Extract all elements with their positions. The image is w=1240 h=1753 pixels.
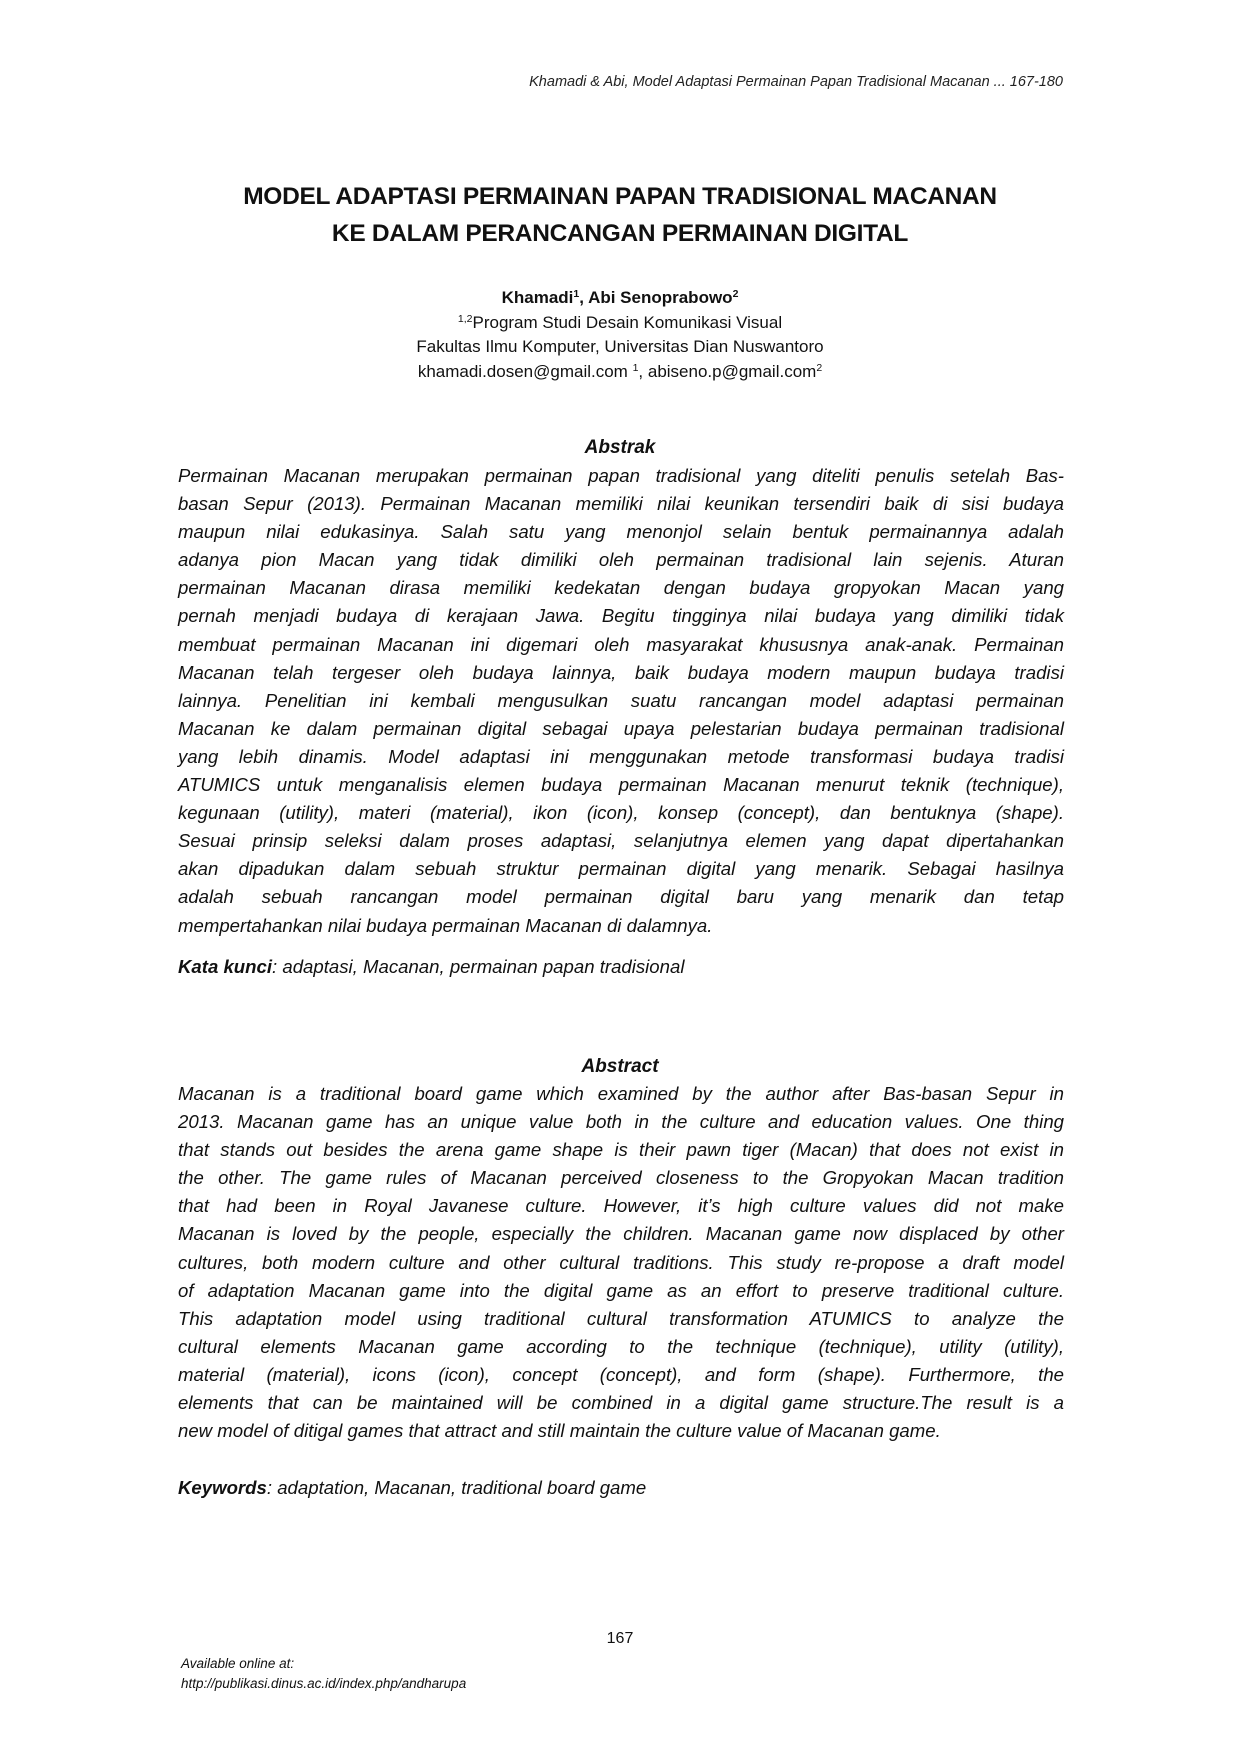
title-line-1: MODEL ADAPTASI PERMAINAN PAPAN TRADISIONAL MACANAN (243, 183, 997, 210)
text-line: Macanan is loved by the people, especially the children. Macanan game now displaced by other (178, 1223, 1064, 1245)
author-emails (0, 360, 1240, 385)
author-block (0, 286, 1240, 384)
affiliation-sup: 1,2 (457, 312, 473, 325)
email-1-sup: 1 (632, 361, 639, 374)
text-line: akan dipadukan dalam sebuah struktur permainan digital yang menarik. Sebagai hasilnya (178, 858, 1064, 880)
program-name: Program Studi Desain Komunikasi Visual (472, 312, 783, 332)
affiliation-program (0, 311, 1240, 336)
text-line: Macanan is a traditional board game which examined by the author after Bas-basan Sepur in (178, 1083, 1064, 1104)
footer (181, 1654, 466, 1694)
abstrak-heading: Abstrak (584, 437, 656, 458)
email-1: khamadi.dosen@gmail.com (417, 361, 633, 381)
author-names (0, 286, 1240, 311)
author-2: Abi Senoprabowo (588, 288, 733, 307)
text-line: This adaptation model using traditional cultural transformation ATUMICS to analyze the (178, 1307, 1064, 1329)
text-line: adanya pion Macan yang tidak dimiliki oleh permainan tradisional lain sejenis. Aturan (178, 549, 1064, 571)
text-line: maupun nilai edukasinya. Salah satu yang menonjol selain bentuk permainannya adalah (178, 521, 1064, 543)
text-line: Macanan telah tergeser oleh budaya lainnya, baik budaya modern maupun budaya tradisi (178, 661, 1064, 683)
kata-kunci-values: : adaptasi, Macanan, permainan papan tradisional (272, 956, 685, 977)
text-line: permainan Macanan dirasa memiliki kedekatan dengan budaya gropyokan Macan yang (178, 577, 1064, 599)
text-line: Sesuai prinsip seleksi dalam proses adaptasi, selanjutnya elemen yang dapat dipertahankan (178, 830, 1064, 852)
email-2: , abiseno.p@gmail.com (638, 361, 817, 381)
keywords-label: Keywords (178, 1477, 267, 1498)
text-line: kegunaan (utility), materi (material), ikon (icon), konsep (concept), dan bentuknya (shape). (178, 802, 1064, 824)
text-line: pernah menjadi budaya di kerajaan Jawa. Begitu tingginya nilai budaya yang dimiliki tidak (178, 605, 1064, 627)
text-line: mempertahankan nilai budaya permainan Macanan di dalamnya. (178, 914, 713, 936)
text-line: new model of ditigal games that attract and still maintain the culture value of Macanan game. (178, 1420, 941, 1442)
text-line: adalah sebuah rancangan model permainan digital baru yang menarik dan tetap (178, 886, 1064, 908)
author-2-sup: 2 (732, 288, 739, 300)
text-line: the other. The game rules of Macanan perceived closeness to the Gropyokan Macan tradition (178, 1167, 1064, 1189)
text-line: Macanan ke dalam permainan digital sebagai upaya pelestarian budaya permainan tradisional (178, 717, 1064, 739)
author-1: Khamadi (501, 288, 574, 307)
kata-kunci (178, 956, 684, 978)
text-line: that stands out besides the arena game shape is their pawn tiger (Macan) that does not exist in (178, 1139, 1064, 1161)
text-line: elements that can be maintained will be combined in a digital game structure.The result is a (178, 1392, 1064, 1414)
text-line: of adaptation Macanan game into the digital game as an effort to preserve traditional culture. (178, 1279, 1064, 1301)
running-head: Khamadi & Abi, Model Adaptasi Permainan Papan Tradisional Macanan ... 167-180 (529, 74, 1063, 90)
footer-url[interactable]: http://publikasi.dinus.ac.id/index.php/andharupa (181, 1676, 467, 1691)
kata-kunci-label: Kata kunci (178, 956, 273, 977)
email-2-sup: 2 (816, 361, 823, 374)
keywords (178, 1477, 646, 1499)
author-separator: , (579, 288, 589, 307)
text-line: membuat permainan Macanan ini digemari oleh masyarakat khususnya anak-anak. Permainan (178, 633, 1064, 655)
title-line-2: KE DALAM PERANCANGAN PERMAINAN DIGITAL (331, 220, 909, 247)
text-line: material (material), icons (icon), concept (concept), and form (shape). Furthermore, the (178, 1363, 1064, 1385)
author-1-sup: 1 (573, 288, 580, 300)
abstract-body (178, 1080, 1064, 1445)
affiliation-faculty: Fakultas Ilmu Komputer, Universitas Dian Nuswantoro (416, 337, 824, 356)
text-line: Permainan Macanan merupakan permainan papan tradisional yang diteliti penulis setelah Bas- (178, 465, 1064, 486)
text-line: cultural elements Macanan game according to the technique (technique), utility (utility), (178, 1335, 1064, 1357)
text-line: lainnya. Penelitian ini kembali mengusulkan suatu rancangan model adaptasi permainan (178, 689, 1064, 711)
abstrak-body (178, 462, 1064, 940)
text-line: cultures, both modern culture and other cultural traditions. This study re-propose a draft model (178, 1251, 1064, 1273)
paper-title (0, 178, 1240, 252)
page-number: 167 (606, 1630, 634, 1647)
keywords-values: : adaptation, Macanan, traditional board game (266, 1477, 647, 1498)
text-line: 2013. Macanan game has an unique value both in the culture and education values. One thing (178, 1111, 1064, 1133)
footer-available: Available online at: (181, 1656, 295, 1671)
text-line: ATUMICS untuk menganalisis elemen budaya permainan Macanan menurut teknik (technique), (178, 774, 1064, 796)
text-line: yang lebih dinamis. Model adaptasi ini menggunakan metode transformasi budaya tradisi (178, 745, 1064, 767)
abstract-heading: Abstract (581, 1056, 659, 1077)
text-line: that had been in Royal Javanese culture. However, it’s high culture values did not make (178, 1195, 1064, 1217)
text-line: basan Sepur (2013). Permainan Macanan memiliki nilai keunikan tersendiri baik di sisi budaya (178, 493, 1064, 515)
